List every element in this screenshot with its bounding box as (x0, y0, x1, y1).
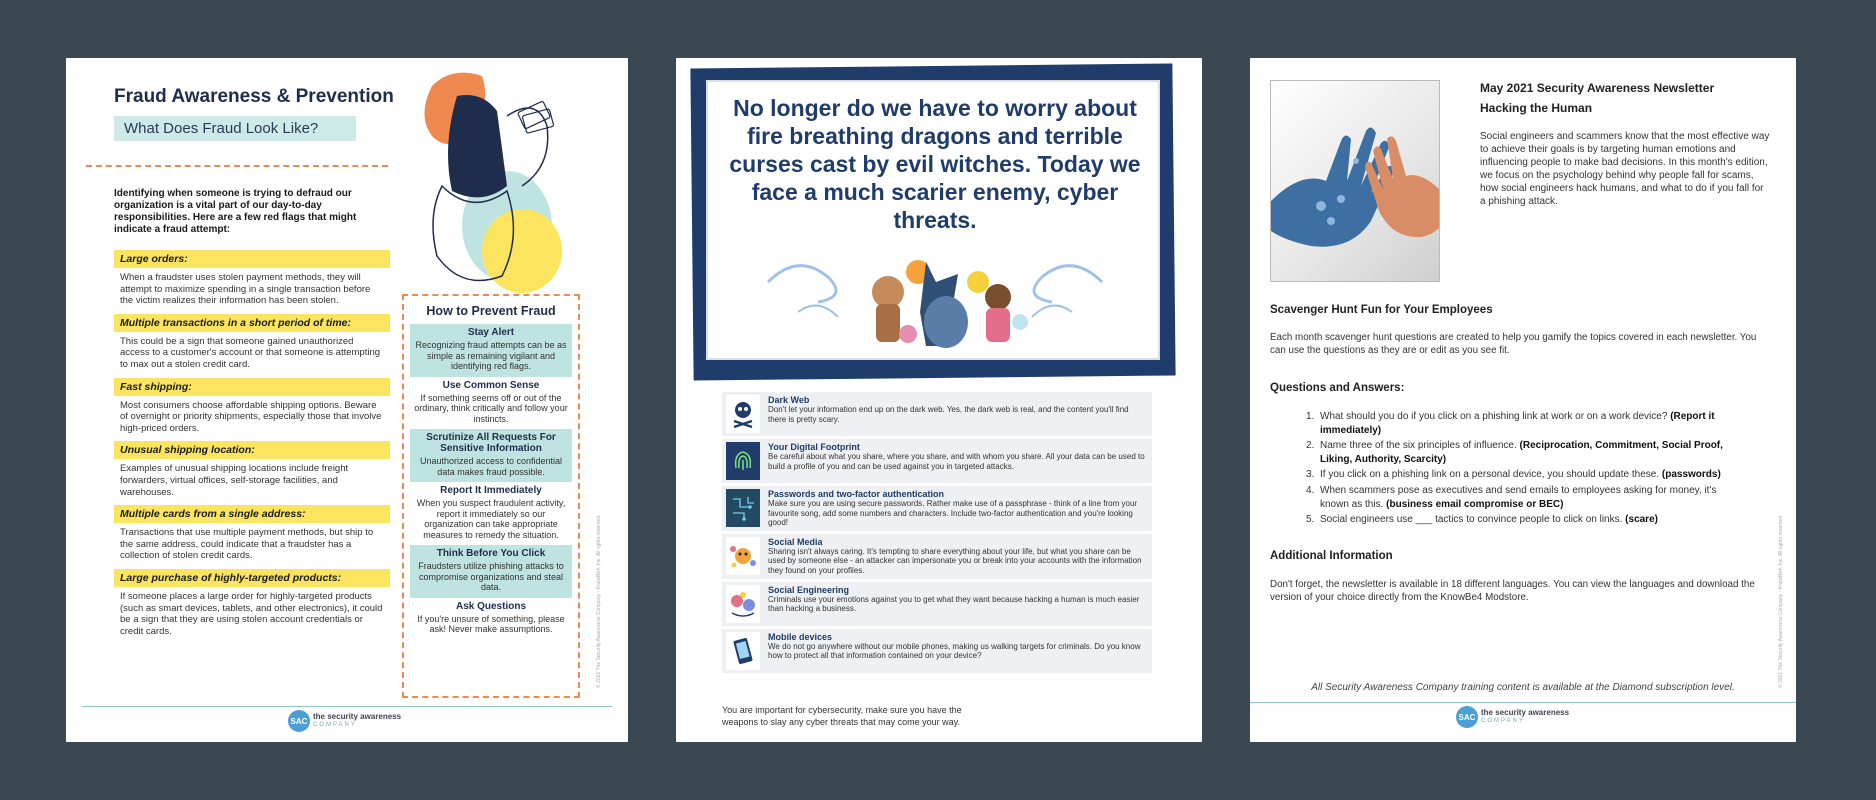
threat-list (722, 392, 1152, 676)
threat-heading: Social Engineering (768, 584, 850, 595)
footer-text: You are important for cybersecurity, make sure you have the weapons to slay any cyber threats that may come your way. (722, 705, 962, 727)
page-subtitle: What Does Fraud Look Like? (114, 116, 356, 141)
list-item (722, 486, 1152, 531)
prevention-tip (410, 429, 572, 482)
additional-info-text: Don't forget, the newsletter is available in 18 different languages. You can view the languages and download the version of your choice directly from the KnowBe4 Modstore. (1270, 579, 1755, 603)
logo-badge: SAC (288, 710, 310, 732)
question-text: What should you do if you click on a phishing link at work or on a work device? (1320, 411, 1671, 422)
list-item (114, 314, 390, 371)
scavenger-hunt-text: Each month scavenger hunt questions are created to help you gamify the topics covered in each newsletter. You can use the questions as they are or edit as you see fit. (1270, 332, 1757, 356)
threat-heading: Mobile devices (768, 631, 833, 642)
list-item: 5. Social engineers use ___ tactics to convince people to click on links. (scare) (1306, 514, 1658, 526)
red-flag-heading: Multiple transactions in a short period of time: (114, 314, 390, 332)
list-item (114, 441, 390, 498)
prevention-title: How to Prevent Fraud (426, 304, 556, 318)
prevention-tip (410, 377, 572, 430)
prevention-tip (410, 482, 572, 545)
intro-text: Identifying when someone is trying to defraud our organization is a vital part of our day-to-day responsibilities. Here are a few red flags that might indicate a fraud attempt: (114, 188, 357, 235)
red-flag-text: Most consumers choose affordable shipping options. Beware of overnight or priority shipments, especially those that involve high-priced orders. (120, 399, 382, 434)
woman-illustration (412, 66, 562, 296)
cyber-threats-page (676, 58, 1202, 742)
tip-heading: Scrutinize All Requests For Sensitive Information (426, 432, 556, 454)
fraud-awareness-page (66, 58, 628, 742)
mobile-phone-icon (726, 632, 760, 670)
red-flag-heading: Fast shipping: (114, 378, 390, 396)
red-flag-heading: Large orders: (114, 250, 390, 268)
tip-heading: Stay Alert (467, 327, 515, 338)
threat-heading: Dark Web (768, 395, 810, 405)
red-flag-heading: Multiple cards from a single address: (114, 505, 390, 523)
additional-info-title: Additional Information (1270, 550, 1393, 562)
copyright-text: © 2021 The Security Awareness Company - KnowBe4, Inc. All rights reserved. (1778, 514, 1784, 688)
fingerprint-icon (726, 442, 760, 480)
tip-heading: Use Common Sense (442, 379, 540, 391)
sac-logo (1456, 706, 1569, 728)
red-flag-heading: Large purchase of highly-targeted products: (114, 569, 390, 587)
red-flag-text: This could be a sign that someone gained unauthorized access to a customer's account or that someone is attempting to max out a stolen credit card. (120, 335, 381, 370)
list-item (114, 378, 390, 435)
tip-text: When you suspect fraudulent activity, report it immediately so our organization can take appropriate measures to remedy the situation. (416, 498, 566, 540)
list-item: 3. If you click on a phishing link on a personal device, you should update these. (passwords) (1306, 469, 1721, 481)
logo-company: COMPANY (1481, 718, 1525, 724)
question-text: If you click on a phishing link on a personal device, you should update these. (1320, 469, 1662, 481)
qa-title: Questions and Answers: (1270, 382, 1405, 394)
list-item (722, 534, 1152, 579)
copyright-text: © 2021 The Security Awareness Company - KnowBe4, Inc. All rights reserved. (596, 514, 602, 688)
red-flag-text: Transactions that use multiple payment methods, but ship to the same address, could indicate that a fraudster has a collection of stolen credit cards. (120, 527, 374, 562)
logo-badge: SAC (1456, 706, 1478, 728)
question-text: Social engineers use ___ tactics to convince people to click on links. (1320, 514, 1626, 526)
tip-heading: Report It Immediately (440, 485, 542, 496)
answer-text: (business email compromise or BEC) (1386, 498, 1564, 510)
list-item: 2. Name three of the six principles of influence. (Reciprocation, Commitment, Social Proof, Liking, Authority, Scarcity) (1306, 440, 1723, 465)
red-flag-text: When a fraudster uses stolen payment methods, they will attempt to maximize spending in a single transaction before the victim realizes their information has been stolen. (120, 272, 371, 307)
threat-text: Criminals use your emotions against you to get what they want because hacking a human is much easier than hacking a business. (768, 594, 1140, 614)
red-flag-text: Examples of unusual shipping locations include freight forwarders, virtual offices, self-storage facilities, and warehouses. (120, 463, 349, 498)
sac-logo (288, 710, 401, 732)
prevention-tip (410, 545, 572, 598)
logo-name: the security awareness (1481, 708, 1570, 717)
red-flag-heading: Unusual shipping location: (114, 441, 390, 459)
tip-heading: Think Before You Click (436, 548, 546, 559)
threat-heading: Passwords and two-factor authentication (768, 489, 945, 499)
threat-text: Don't let your information end up on the dark web. Yes, the dark web is real, and the content you'll find there is pretty scary. (768, 405, 1129, 424)
tip-text: Recognizing fraud attempts can be as simple as remaining vigilant and identifying red flags. (415, 340, 567, 371)
question-text: When scammers pose as executives and send emails to employees asking for money, it's known as this. (1320, 484, 1717, 510)
newsletter-page (1250, 58, 1796, 742)
skull-icon (726, 395, 760, 433)
threat-heading: Social Media (768, 536, 823, 547)
prevention-tip (410, 324, 572, 377)
answer-text: (passwords) (1661, 469, 1721, 481)
list-item (114, 250, 390, 307)
monsters-illustration (758, 242, 1112, 352)
hero-card (706, 80, 1160, 360)
social-media-icon (726, 537, 760, 575)
threat-text: Sharing isn't always caring. It's tempting to share everything about your life, but what you share can be used by someone else - an attacker can impersonate you or break into your accounts with the information they found on your profiles. (768, 546, 1142, 575)
page-title: Fraud Awareness & Prevention (114, 86, 394, 107)
list-item (114, 505, 390, 562)
dashed-divider (86, 165, 388, 167)
list-item (722, 392, 1152, 436)
circuit-icon (726, 489, 760, 527)
threat-heading: Your Digital Footprint (768, 442, 860, 452)
list-item (722, 439, 1152, 483)
tip-text: If something seems off or out of the ordinary, think critically and follow your instincts. (414, 392, 568, 424)
threat-text: Make sure you are using secure passwords. Rather make use of a passphrase - think of a line from your favourite song, add some numbers and characters. Include two-factor authentication and you're looking good! (768, 499, 1138, 528)
list-item (722, 582, 1152, 626)
newsletter-title: May 2021 Security Awareness Newsletter (1480, 81, 1715, 95)
answer-text: (Reciprocation, Commitment, Social Proof, Liking, Authority, Scarcity) (1320, 440, 1723, 465)
tip-heading: Ask Questions (455, 600, 527, 612)
hero-text: No longer do we have to worry about fire breathing dragons and terrible curses cast by evil witches. Today we face a much scarier enemy, cyber threats. (729, 95, 1141, 233)
question-text: Name three of the six principles of influence. (1320, 440, 1520, 452)
answer-text: (scare) (1625, 514, 1658, 526)
threat-text: We do not go anywhere without our mobile phones, making us walking targets for criminals. Do you know how to protect all that information contained on your device? (768, 641, 1141, 661)
list-item (114, 569, 390, 637)
list-item: 1. What should you do if you click on a phishing link at work or on a work device? (Report it immediately) (1306, 411, 1715, 436)
tip-text: If you're unsure of something, please ask! Never make assumptions. (417, 613, 565, 634)
logo-name: the security awareness (313, 712, 402, 721)
newsletter-intro: Social engineers and scammers know that the most effective way to achieve their goals is by targeting human emotions and influencing people to make bad decisions. In this month's edition, we focus on the psychology behind why people fall for scams, how social engineers hack humans, and what to do if you fall for a phishing attack. (1480, 131, 1770, 207)
footer-divider (82, 706, 612, 707)
prevention-box (402, 294, 580, 698)
hands-photo (1270, 80, 1440, 282)
newsletter-subtitle: Hacking the Human (1480, 101, 1593, 115)
list-item (722, 629, 1152, 673)
tip-text: Fraudsters utilize phishing attacks to compromise organizations and steal data. (418, 561, 564, 592)
scavenger-hunt-title: Scavenger Hunt Fun for Your Employees (1270, 304, 1493, 316)
questions-list (1306, 410, 1746, 529)
logo-company: COMPANY (313, 722, 357, 728)
threat-text: Be careful about what you share, where you share, and with whom you share. All your data can be used to build a profile of you and can be used against you in targeted attacks. (768, 452, 1145, 471)
footer-divider (1250, 702, 1796, 703)
prevention-tip (410, 598, 572, 640)
red-flag-text: If someone places a large order for highly-targeted products (such as smart devices, tablets, and other electronics), it could be a sign that they are using stolen account credentials or credit cards. (120, 590, 383, 637)
subscription-note: All Security Awareness Company training content is available at the Diamond subscription level. (1311, 682, 1735, 693)
red-flags-list (114, 250, 390, 644)
tip-text: Unauthorized access to confidential data makes fraud possible. (419, 456, 563, 477)
list-item: 4. When scammers pose as executives and send emails to employees asking for money, it's known as this. (business email compromise or BEC) (1306, 484, 1717, 510)
social-engineering-icon (726, 585, 760, 623)
answer-text: (Report it immediately) (1320, 411, 1715, 436)
